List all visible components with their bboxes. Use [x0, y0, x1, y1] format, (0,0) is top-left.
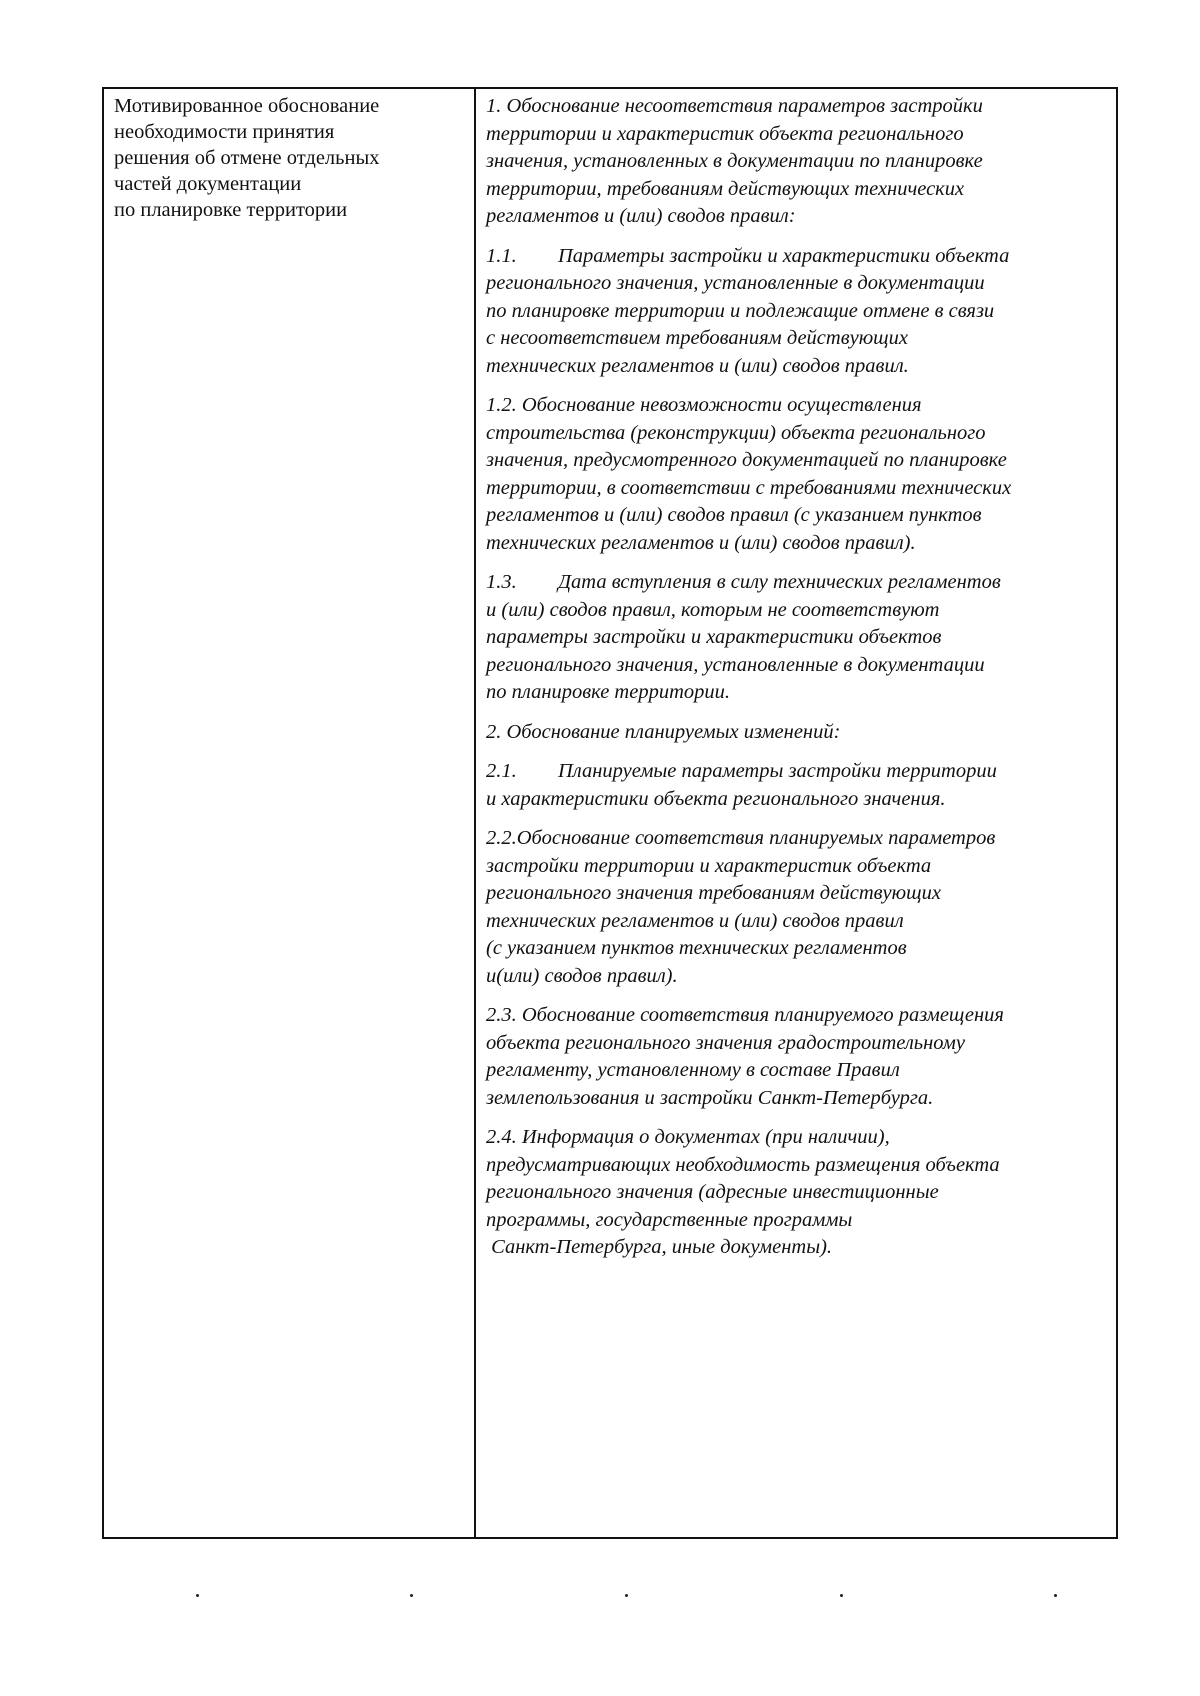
paragraph-line: территории и характеристик объекта регионального: [486, 122, 964, 145]
paragraph-line: 2.4. Информация о документах (при наличии),: [486, 1126, 890, 1148]
paragraph-line: 2.2.Обоснование соответствия планируемых параметров: [486, 827, 996, 849]
paragraph-2: [486, 719, 1112, 747]
paragraph-number: 1.1.: [486, 244, 517, 267]
scan-dot: [196, 1594, 199, 1597]
paragraph-line-text: Параметры застройки и характеристики объекта: [558, 244, 1010, 267]
paragraph-line: [486, 758, 1112, 786]
paragraph-2-1: [486, 758, 1112, 813]
left-cell-line: частей документации: [114, 173, 302, 195]
paragraph-2-2: [486, 825, 1112, 990]
paragraph-line: по планировке территории.: [486, 681, 731, 703]
paragraph-line: и(или) сводов правил).: [486, 964, 678, 987]
paragraph-line: 2. Обоснование планируемых изменений:: [486, 720, 841, 743]
paragraph-line: регламентов и (или) сводов правил (с указанием пунктов: [486, 504, 982, 526]
paragraph-line: с несоответствием требованиям действующих: [486, 327, 908, 349]
paragraph-line: регионального значения, установленные в документации: [486, 653, 985, 676]
paragraph-1: [486, 93, 1112, 231]
paragraph-line: 1. Обоснование несоответствия параметров застройки: [486, 95, 983, 117]
left-cell-line: решения об отмене отдельных: [114, 147, 380, 169]
paragraph-line: землепользования и застройки Санкт-Петербурга.: [486, 1086, 934, 1109]
paragraph-line: регламенту, установленному в составе Правил: [486, 1059, 900, 1081]
paragraph-line: значения, предусмотренного документацией по планировке: [486, 449, 1007, 471]
paragraph-line: Санкт-Петербурга, иные документы).: [486, 1236, 833, 1258]
left-cell-line: Мотивированное обоснование: [114, 95, 380, 117]
paragraph-line: регионального значения, установленные в документации: [486, 272, 985, 294]
paragraph-line: регламентов и (или) сводов правил:: [486, 205, 796, 227]
paragraph-line: предусматривающих необходимость размещения объекта: [486, 1153, 1000, 1176]
paragraph-2-4: [486, 1124, 1112, 1262]
paragraph-1-2: [486, 392, 1112, 557]
paragraph-number: 1.3.: [486, 571, 517, 593]
paragraph-line: программы, государственные программы: [486, 1208, 853, 1231]
scan-dot: [625, 1594, 628, 1597]
paragraph-line: и (или) сводов правил, которым не соответствуют: [486, 598, 940, 621]
paragraph-line: значения, установленных в документации по планировке: [486, 150, 983, 172]
paragraph-line: технических регламентов и (или) сводов правил).: [486, 531, 916, 554]
paragraph-line: территории, требованиям действующих технических: [486, 177, 965, 200]
paragraph-line: [486, 243, 1112, 271]
left-cell-line: по планировке территории: [114, 199, 348, 221]
paragraph-1-1: [486, 243, 1112, 381]
left-cell: [104, 89, 476, 1537]
paragraph-line: застройки территории и характеристик объекта: [486, 854, 932, 877]
paragraph-line: регионального значения требованиям действующих: [486, 882, 941, 904]
scan-dots: [0, 1594, 1200, 1602]
paragraph-line: территории, в соответствии с требованиями технических: [486, 476, 1012, 499]
paragraph-number: 2.1.: [486, 760, 517, 782]
paragraph-line: 2.3. Обоснование соответствия планируемого размещения: [486, 1004, 1004, 1026]
paragraph-2-3: [486, 1002, 1112, 1112]
paragraph-1-3: [486, 569, 1112, 707]
paragraph-line: объекта регионального значения градостроительному: [486, 1031, 965, 1054]
left-cell-line: необходимости принятия: [114, 121, 335, 143]
paragraph-line: и характеристики объекта регионального значения.: [486, 787, 946, 810]
document-table: [102, 87, 1118, 1539]
paragraph-line: [486, 569, 1112, 597]
paragraph-line: параметры застройки и характеристики объектов: [486, 626, 942, 648]
paragraph-line: технических регламентов и (или) сводов правил.: [486, 354, 909, 377]
paragraph-line-text: Планируемые параметры застройки территории: [558, 760, 997, 782]
paragraph-line: 1.2. Обоснование невозможности осуществления: [486, 394, 922, 416]
paragraph-line: по планировке территории и подлежащие отмене в связи: [486, 299, 995, 322]
paragraph-line: строительства (реконструкции) объекта регионального: [486, 421, 986, 444]
paragraph-line: технических регламентов и (или) сводов правил: [486, 909, 904, 932]
right-cell: [476, 89, 1116, 1537]
scan-dot: [840, 1594, 843, 1597]
scan-dot: [410, 1594, 413, 1597]
scan-dot: [1054, 1594, 1057, 1597]
paragraph-line: регионального значения (адресные инвестиционные: [486, 1181, 939, 1203]
paragraph-line: (с указанием пунктов технических регламентов: [486, 937, 907, 959]
paragraph-line-text: Дата вступления в силу технических регламентов: [558, 571, 1001, 593]
